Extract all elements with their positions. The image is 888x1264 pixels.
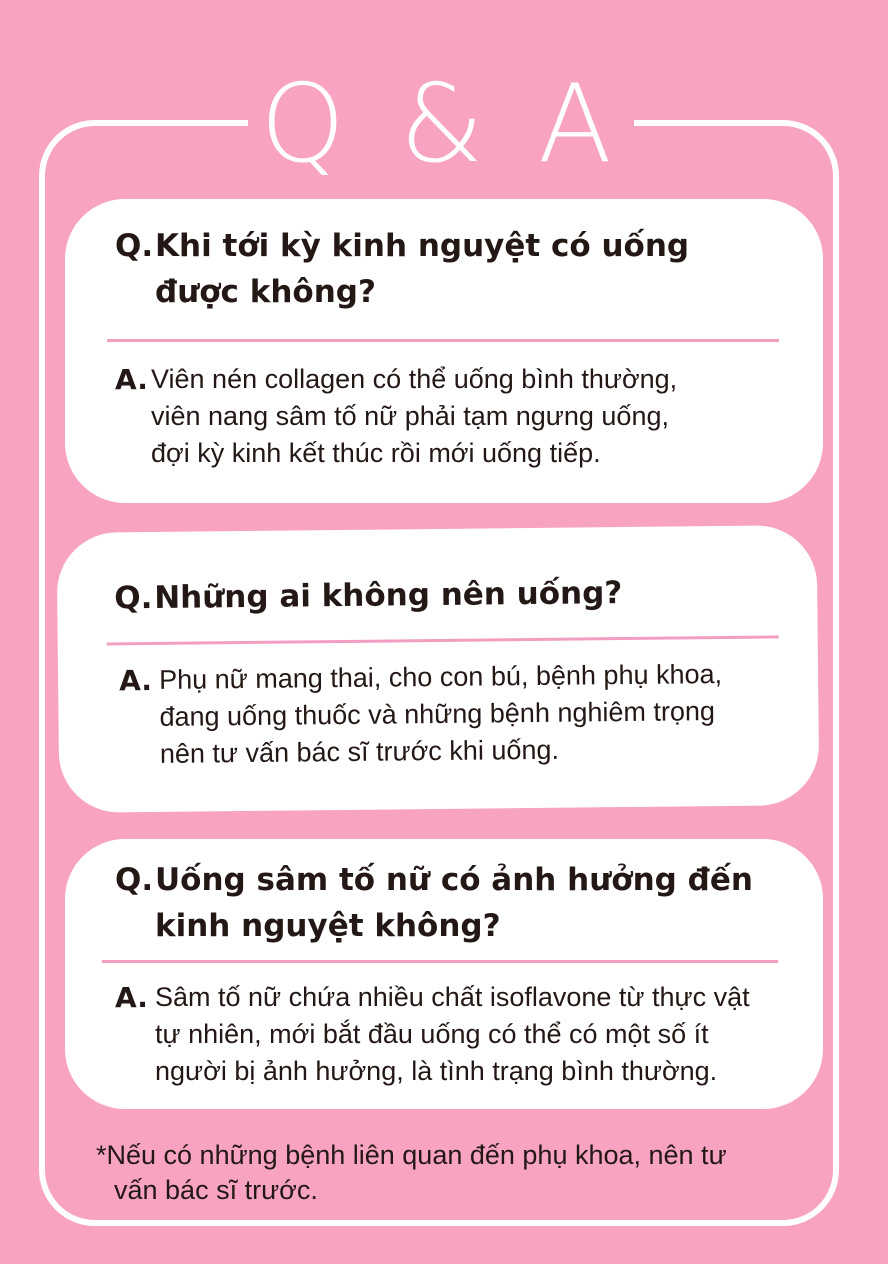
answer-3-line-3: người bị ảnh hưởng, là tình trạng bình thường. xyxy=(155,1056,718,1086)
question-2-line-1: Những ai không nên uống? xyxy=(154,575,623,616)
faq-card-1 xyxy=(65,199,823,503)
answer-2-line-3: nên tư vấn bác sĩ trước khi uống. xyxy=(159,734,560,769)
answer-mark: A. xyxy=(115,981,148,1014)
answer-1-line-3: đợi kỳ kinh kết thúc rồi mới uống tiếp. xyxy=(151,438,601,468)
question-1-line-2: được không? xyxy=(155,274,376,310)
footnote-line-1: *Nếu có những bệnh liên quan đến phụ khoa, nên tư xyxy=(96,1140,727,1170)
answer-1-line-2: viên nang sâm tố nữ phải tạm ngưng uống, xyxy=(151,401,669,431)
page-title: Q & A xyxy=(260,62,622,187)
answer-2-line-1: Phụ nữ mang thai, cho con bú, bệnh phụ khoa, xyxy=(158,659,723,695)
question-3-line-2: kinh nguyệt không? xyxy=(155,908,501,944)
divider xyxy=(102,960,778,963)
question-3-line-1: Uống sâm tố nữ có ảnh hưởng đến xyxy=(155,862,753,898)
answer-mark: A. xyxy=(115,363,148,396)
answer-3-line-1: Sâm tố nữ chứa nhiều chất isoflavone từ thực vật xyxy=(155,982,750,1012)
answer-3-line-2: tự nhiên, mới bắt đầu uống có thể có một số ít xyxy=(155,1019,709,1049)
answer-2 xyxy=(119,656,723,773)
question-1-line-1: Khi tới kỳ kinh nguyệt có uống xyxy=(155,228,690,264)
answer-1-line-1: Viên nén collagen có thể uống bình thường, xyxy=(151,364,678,394)
faq-card-2 xyxy=(57,525,820,813)
answer-1 xyxy=(115,361,677,472)
divider xyxy=(107,339,779,342)
question-1 xyxy=(115,223,689,315)
answer-2-line-2: đang uống thuốc và những bệnh nghiêm trọng xyxy=(159,696,716,732)
answer-mark: A. xyxy=(118,663,153,698)
footnote xyxy=(96,1138,796,1208)
faq-card-3 xyxy=(65,839,823,1109)
question-2 xyxy=(114,570,623,621)
question-mark: Q. xyxy=(115,228,154,264)
question-mark: Q. xyxy=(114,579,153,617)
footnote-line-2: vấn bác sĩ trước. xyxy=(114,1175,318,1205)
question-3 xyxy=(115,857,753,949)
divider xyxy=(107,635,779,645)
question-mark: Q. xyxy=(115,862,154,898)
answer-3 xyxy=(115,979,750,1090)
